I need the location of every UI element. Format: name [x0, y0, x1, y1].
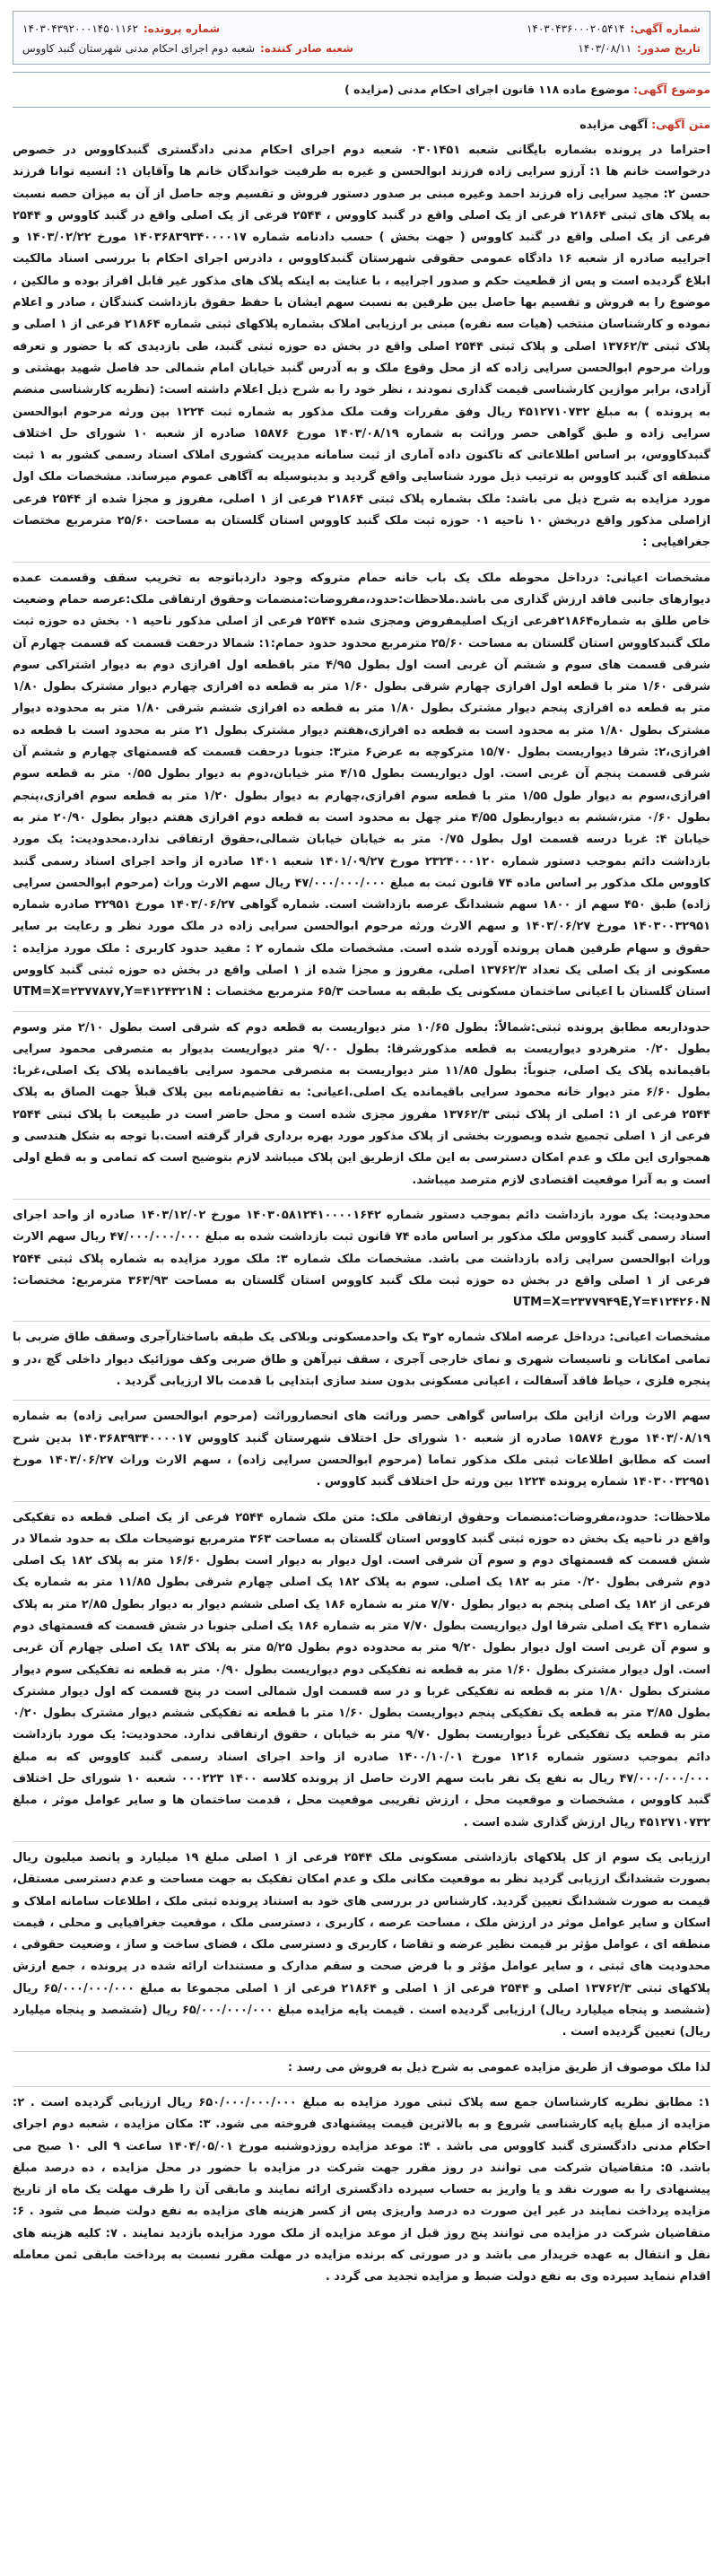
ad-body-heading	[13, 115, 710, 135]
paragraph-divider	[13, 2086, 710, 2087]
paragraph-property-3-structure: مشخصات اعیانی: درداخل عرصه املاک شماره ۲و۳ یک واحدمسکونی وبلاکی یک طبقه باساختارآجری وسقف طاق ضربی با تمامی امکانات و تاسیسات شهری و نمای خارجی آجری ، سقف تیرآهن و طاق ضربی وکف موزائیک دیوار داخلی گچ ،در و پنجره فلزی ، حیاط فاقد آسفالت ، اعیانی مسکونی بدون سند سازی ابتدایی با قدمت بالا ارزیابی گردید .	[13, 1331, 711, 1389]
issuing-unit	[22, 39, 353, 58]
paragraph-inheritance: سهم الارث وراث ازاین ملک براساس گواهی حصر وراثت های انحصاروراثت (مرحوم ابوالحسن سرایی زاده) به شماره ۱۴۰۳/۰۸/۱۹ مورخ ۱۵۸۷۶ صادره از شعبه ۱۰ شورای حل اختلاف شهرستان گنبد کاووس ۱۴۰۳۶۸۳۹۳۴۰۰۰۰۱۷ بدین شرح است که مطابق اطلاعات ثبتی ملک مذکور تماما (مرحوم ابوالحسن سرایی زاده) ، سهم الارث وراث ۱۴۰۳/۰۶/۲۷ مورخ ۱۴۰۳۰۰۳۲۹۵۱ شماره پرونده ۱۲۲۴ بین ورثه حل اختلاف گنبد کاووس .	[13, 1410, 710, 1489]
ad-subject-label: موضوع آگهی:	[633, 83, 710, 96]
ad-subject	[13, 80, 710, 100]
paragraph-divider	[13, 1011, 710, 1012]
paragraph-divider	[13, 1501, 710, 1502]
header-row-1	[22, 19, 701, 39]
registration-number	[22, 19, 220, 39]
paragraph-property-3-bounds: ملاحظات: حدود،مفروضات:منضمات وحقوق ارتفاقی ملک: متن ملک شماره ۲۵۴۴ فرعی از یک اصلی قطعه ده تفکیکی واقع در ناحیه یک بخش ده حوزه ثبتی گنبد کاووس استان گلستان به مساحت ۳۶۳ مترمربع توضیحات ملک به حدود شمالا در شش قسمت که قسمتهای دوم و سوم آن شرقی است. اول دیوار به دیوار است بطول ۱۶/۶۰ متر به پلاک ۱۸۲ یک اصلی دوم شرقی بطول ۰/۲۰ متر به ۱۸۲ یک اصلی. سوم به پلاک ۱۸۲ یک اصلی چهارم شرقی بطول ۱۱/۸۵ متر به شماره یک فرعی از ۱۸۲ یک اصلی پنجم به دیوار بطول ۷/۷۰ متر به شماره ۱۸۶ یک اصلی ششم دیوار به دیوار بطول ۲/۸۵ متر به پلاک شماره ۴۳۱ یک اصلی شرقا اول دیواریست بطول ۷/۷۰ متر به شماره ۱۸۶ یک اصلی جنوبا در شش قسمت که قسمتهای دوم و سوم آن غربی است اول دیوار بطول ۹/۲۰ متر به محدوده دوم بطول ۵/۲۵ متر به پلاک ۱۸۳ یک اصلی چهارم آن غربی است. اول دیوار مشترک بطول ۱/۶۰ متر به قطعه نه تفکیکی دوم دیواریست بطول ۰/۹۰ متر به قطعه نه تفکیکی سوم دیوار مشترک بطول ۱/۸۰ متر به قطعه نه تفکیکی غربا و در سه قسمت اول شمالی است در پنج قسمت که اول دیوار مشترک بطول ۳/۸۵ متر به قطعه یک تفکیکی پنجم دیواریست بطول ۱/۶۰ متر با قطعه نه تفکیکی ششم دیوار مشترک بطول ۰/۲۰ متر به قطعه یک تفکیکی غرباً دیواریست بطول ۹/۷۰ متر به خیابان ، حقوق ارتفاقی ندارد. محدودیت: یک مورد بازداشت دائم بموجب دستور شماره ۱۲۱۶ مورخ ۱۴۰۰/۱۰/۰۱ صادره از واحد اجرای اسناد رسمی گنبد کاووس که به مبلغ ۴۷/۰۰۰/۰۰۰/۰۰۰ ریال به نفع یک نفر بابت سهم الارث حاصل از پرونده کلاسه ۱۴۰۰ ۰۰۰۲۲۳ شعبه ۱۰ شورای حل اختلاف گنبد کاووس ، مشخصات و موقعیت محل ، ارزش تقریبی موقعیت محل ، قدمت ساختمان ها و سایر عوامل موثر ، مبلغ ۴۵۱۲۷۱۰۷۳۲ ریال ارزش گذاری شده است .	[13, 1510, 711, 1829]
paragraph-valuation: ارزیابی یک سوم از کل پلاکهای بازداشتی مسکونی ملک ۲۵۴۴ فرعی از ۱ اصلی مبلغ ۱۹ میلیارد و پانصد میلیون ریال بصورت ششدانگ ارزیابی گردید نظر به موقعیت مکانی ملک و عدم امکان تفکیک به جهت مساحت و عدم دسترسی مستقل، قیمت به صورت ششدانگ تعیین گردید. کارشناس در بررسی های خود به استناد پرونده ثبتی ملک ، اطلاعات سامانه املاک و اسکان و سایر عوامل موثر در ارزش ملک ، مساحت عرصه ، کاربری ، دسترسی ملک ، موقعیت جغرافیایی و محلی ، قیمت منطقه ای ، عوامل مؤثر بر قیمت نظیر عرضه و تقاضا ، کاربری و دسترسی ملک ، فضای ساخت و ساز ، وضعیت حقوقی ، محدودیت های ثبتی ، و سایر عوامل مؤثر و با فرض صحت و سقم مدارک و مستندات ارائه شده در پرونده ، جمع ارزش پلاکهای ثبتی ۱۳۷۶۲/۳ اصلی و ۲۵۴۴ فرعی از ۱ اصلی و ۲۱۸۶۴ فرعی از ۱ اصلی مجموعا به مبلغ ۶۵/۰۰۰/۰۰۰/۰۰۰ ریال (ششصد و پنجاه میلیارد ریال) ارزیابی گردیده است . قیمت پایه مزایده مبلغ ۶۵/۰۰۰/۰۰۰/۰۰۰ ریال (ششصد و پنجاه میلیارد ریال) تعیین گردیده است .	[13, 1850, 710, 2039]
paragraph-divider	[13, 1321, 710, 1322]
paragraph-divider	[13, 1841, 710, 1842]
paragraph-property-1: مشخصات اعیانی: درداخل محوطه ملک یک باب خانه حمام متروکه وجود داردباتوجه به تخریب سقف وقسمت عمده دیوارهای جانبی فاقد ارزش گذاری می باشد.ملاحظات:حدود،مفروضات:منضمات وحقوق ارتفاقی ملک:عرصه حمام وضعیت خاص طلق به شماره۲۱۸۶۴فرعی ازیک اصلیمفروض ومجزی شده ۲۵۴۴ فرعی از اصلی مذکور ناحیه ۰۱ بخش ده حوزه ثبت ملک گنبدکاووس استان گلستان به مساحت ۲۵/۶۰ مترمربع محدود حدود حمام:۱: شمالا درحفت قسمت که قسمت چهارم آن شرقی قسمت های سوم و ششم آن غربی است اول بطول ۴/۹۵ متر باقطعه اول افرازی دوم به دیوار اشتراکی سوم شرقی ۱/۶۰ متر با قطعه اول افرازی چهارم شرقی بطول ۱/۶۰ متر به قطعه ده افرازی چهارم دیوار مشترک بطول ۱/۸۰ متر به قطعه ده افرازی پنجم دیوار مشترک بطول ۱/۸۰ متر به قطعه ده افرازی ششم شرقی ۱/۸۰ متر به محدوده دیوار مشترک بطول ۱/۸۰ متر به محدود است به قطعه ده افرازی،هفتم دیوار مشترک بطول ۲۱ متر به محدود است با قطعه ده افرازی،۲: شرقا دیواریست بطول ۱۵/۷۰ مترکوچه به عرض۶ متر۳: جنوبا درحفت قسمت که قسمتهای چهارم و ششم آن شرقی قسمت پنجم آن غربی است. اول دیواریست بطول ۴/۱۵ متر خیابان،دوم به دیوار بطول ۰/۵۵ متر به قطعه سوم افرازی،سوم به دیوار طول ۱/۵۵ متر با قطعه سوم افرازی،چهارم به دیوار بطول ۱/۲۰ متر به قطعه سوم افرازی،پنجم بطول ۰/۶۰ متر،ششم به دیواربطول ۴/۵۵ متر چهل به محدود است به قطعه دوم افرازی هفتم دیوار بطول ۲۰/۹۰ متر به خیابان ۴: غربا درسه قسمت اول بطول ۰/۷۵ متر به خیابان خیابان شمالی،حقوق ارتفاقی ندارد.محدودیت: یک مورد بازداشت دائم بموجب دستور شماره ۲۳۲۴۰۰۰۱۲۰ مورخ ۱۴۰۱/۰۹/۲۷ شعبه ۱۴۰۱ صادره از واحد اجرای اسناد رسمی گنبد کاووس ملک مذکور بر اساس ماده ۷۴ قانون ثبت به مبلغ ۴۷/۰۰۰/۰۰۰/۰۰۰ ریال سهم الارث وراث (مرحوم ابوالحسن سرایی زاده) طبق ۴۵۰ سهم از ۱۸۰۰ سهم ششدانگ عرصه بازداشت است. شماره گواهی ۱۴۰۳/۰۶/۲۷ مورخ ۳۲۹۵۱ صادره شماره ۱۴۰۳۰۰۳۲۹۵۱ مورخ ۱۴۰۳/۰۶/۲۷ و سهم الارث ورثه مرحوم ابوالحسن سرایی زاده در ملک مورد نظر و رعایت بر سایر حقوق و سهام طرفین همان پرونده آورده شده است. مشخصات ملک شماره ۲ : مفید حدود کاربری : ملک مورد مزایده : مسکونی از یک اصلی یک تعداد ۱۳۷۶۲/۳ اصلی، مفروز و مجزا شده از ۱ اصلی واقع در بخش ده حوزه ثبتی گنبد کاووس استان گلستان با اعیانی ساختمان مسکونی یک طبقه به مساحت ۶۵/۳ مترمربع مختصات : UTM=X=۲۳۷۷۸۷۷,Y=۴۱۲۴۳۲۱N	[13, 571, 711, 1000]
registration-number-value: ۱۴۰۳۰۴۳۹۲۰۰۰۱۴۵۰۱۱۶۲	[22, 22, 138, 35]
document-page	[0, 11, 723, 2576]
registration-number-label: شماره پرونده:	[143, 22, 221, 35]
ad-number	[527, 19, 701, 39]
ad-subject-text: موضوع ماده ۱۱۸ قانون اجرای احکام مدنی (مزایده )	[344, 83, 631, 96]
ad-body-label: متن آگهی:	[651, 118, 710, 131]
paragraph-sale-notice: لذا ملک موصوف از طریق مزایده عمومی به شرح ذیل به فروش می رسد :	[287, 2060, 710, 2074]
issuing-unit-value: شعبه دوم اجرای احکام مدنی شهرستان گنبد کاووس	[22, 42, 256, 55]
paragraph-divider	[13, 1400, 710, 1401]
ad-header	[13, 11, 710, 65]
issuing-unit-label: شعبه صادر کننده:	[260, 42, 353, 55]
paragraph-divider	[13, 1199, 710, 1200]
ad-body-title: آگهی مزایده	[579, 118, 649, 131]
issue-date-label: تاریخ صدور:	[637, 42, 701, 55]
ad-number-label: شماره آگهی:	[630, 22, 701, 35]
paragraph-property-2-restrictions: محدودیت: یک مورد بازداشت دائم بموجب دستور شماره ۱۴۰۳۰۵۸۱۲۴۱۰۰۰۰۱۶۴۲ مورخ ۱۴۰۳/۱۲/۰۲ صادره از واحد اجرای اسناد رسمی گنبد کاووس ملک مذکور بر اساس ماده ۷۴ قانون ثبت بازداشت شده به مبلغ ۴۷/۰۰۰/۰۰۰/۰۰۰ ریال سهم الارث وراث ابوالحسن سرایی زاده بازداشت می باشد. مشخصات ملک شماره ۳: ملک مورد مزایده به شماره پلاک ثبتی ۲۵۴۴ فرعی از ۱ اصلی واقع در بخش ده حوزه ثبت ملک گنبد کاووس استان گلستان به مساحت ۳۶۳/۹۳ مترمربع: مختصات: UTM=X=۲۳۷۷۹۴۹E,Y=۴۱۲۴۲۶۰N	[13, 1208, 710, 1310]
header-row-2	[22, 39, 701, 58]
paragraph-divider	[13, 2051, 710, 2052]
paragraph-divider	[13, 562, 710, 563]
ad-number-value: ۱۴۰۳۰۴۳۶۰۰۰۲۰۵۴۱۴	[526, 22, 625, 35]
paragraph-auction-terms: ۱: مطابق نظریه کارشناسان جمع سه پلاک ثبتی مورد مزایده به مبلغ ۶۵۰/۰۰۰/۰۰۰/۰۰۰ ریال ارزیابی گردیده است . ۲: مزایده از مبلغ پایه کارشناسی شروع و به بالاترین قیمت پیشنهادی فروخته می شود. ۳: مکان مزایده ، شعبه دوم اجرای احکام مدنی دادگستری گنبد کاووس می باشد . ۴: موعد مزایده روزدوشنبه مورخ ۱۴۰۴/۰۵/۰۱ ساعت ۹ الی ۱۰ صبح می باشد. ۵: متقاضیان شرکت می توانند در روز مقرر جهت شرکت در مزایده با حضور در محل مزایده ، ده درصد مبلغ پیشنهادی را به صورت نقد و یا واریز به حساب سپرده دادگستری ارائه نمایند و مابقی آن را ظرف مهلت یک ماه از تاریخ مزایده پرداخت نمایند در غیر این صورت ده درصد واریزی پس از کسر هزینه های مزایده به نفع دولت ضبط می شود . ۶: متقاضیان شرکت در مزایده می توانند پنج روز قبل از موعد مزایده از ملک مورد مزایده بازدید نمایند . ۷: کلیه هزینه های نقل و انتقال به عهده خریدار می باشد و در صورتی که برنده مزایده در مهلت مقرر نسبت به پرداخت مابقی ثمن معامله اقدام ننماید سپرده وی به نفع دولت ضبط و مزایده تجدید می گردد .	[13, 2095, 711, 2284]
header-divider	[13, 72, 710, 73]
paragraph-property-2-bounds: حدوداربعه مطابق پرونده ثبتی:شمالاً: بطول ۱۰/۶۵ متر دیواریست به قطعه دوم که شرقی است بطول ۲/۱۰ متر وسوم بطول ۰/۲۰ مترهردو دیواریست به قطعه مذکورشرقا: بطول ۹/۰۰ متر دیواریست بدیوار به متصرفی محمود سرایی باقیمانده پلاک یک اصلی، جنوباً: بطول ۱۱/۸۵ متر دیواریست به متصرفی محمود سرایی باقیمانده پلاک یک اصلی،غربا: بطول ۶/۶۰ متر دیوار خانه محمود سرایی باقیمانده یک اصلی.اعیانی: به تقاضیم‌نامه بین پلاک قبلاً جهت الصاق به پلاک ۲۵۴۴ فرعی از ۱: اصلی از پلاک ثبتی ۱۳۷۶۲/۳ مفروز مجزی شده است و محل حاضر است در طبیعت با پلاک ثبتی ۲۵۴۴ فرعی از ۱ اصلی تجمیع شده وبصورت بخشی از پلاک مذکور مورد بهره برداری قرار گرفته است.با توجه به شکل هندسی و همجواری این ملک و عدم امکان دسترسی به این ملک ازطریق این پلاک میباشد لازم بتوضیح است که تمامی و به قطع اولی است و به آنرا موقعیت اقتصادی لازم مترصد میباشد.	[13, 1020, 710, 1187]
paragraph-intro: احتراما در پرونده بشماره بایگانی شعبه ۰۳۰۱۴۵۱ شعبه دوم اجرای احکام مدنی دادگستری گنبدکاووس در خصوص درخواست خانم ها ۱: آرزو سرایی زاده فرزند ابوالحسن و غیره به طرفیت خواندگان خانم ها وآقایان ۱: انسیه توانا فرزند حسن ۲: مجید سرایی زاه فرزند احمد وغیره مبنی بر صدور دستور فروش و تقسیم وجه حاصل از آن به میزان حصه نسبت به پلاک های ثبتی ۲۱۸۶۴ فرعی از یک اصلی واقع در گنبد کاووس ، ۲۵۴۴ فرعی از یک اصلی واقع در گنبد کاووس و ۲۵۴۴ فرعی از یک اصلی واقع در گنبد کاووس ( جهت بخش ) حسب دادنامه شماره ۱۴۰۳۶۸۳۹۳۴۰۰۰۰۱۷ مورخ ۱۴۰۳/۰۲/۲۲ و اجراییه صادره از شعبه ۱۶ دادگاه عمومی حقوقی شهرستان گنبدکاووس ، دادرس اجرای احکام با بررسی اسناد مالکیت ابلاغ گردیده است و پس از قطعیت حکم و صدور اجراییه ، با عنایت به اینکه پلاک های مذکور غیر قابل افراز بوده و مالکین ، موضوع را به فروش و تقسیم بها حاصل بین طرفین به نسبت سهم ایشان با حفظ حقوق بازداشت کنندگان ، صادر و اعلام نموده و کارشناسان منتخب (هیات سه نفره) مبنی بر ارزیابی املاک بشماره پلاکهای ثبتی شماره ۲۱۸۶۴ فرعی از ۱ اصلی و پلاک ثبتی ۱۳۷۶۲/۳ اصلی و پلاک ثبتی ۲۵۴۴ اصلی واقع در بخش ده حوزه ثبتی گنبد، طی بازدیدی که با حضور و تعرفه وراث مرحوم ابوالحسن سرایی زاده که از محل وقوع ملک و به آدرس گنبد خیابان امام شمالی حد فاصل شهید بهشتی و آزادی، برابر موازین کارشناسی قیمت گذاری نمودند ، نظر خود را به شرح ذیل اعلام داشته است: (نظریه کارشناسی منضم به پرونده ) به مبلغ ۴۵۱۲۷۱۰۷۳۲ ریال وفق مقررات وقت ملک مذکور به شماره ثبت ۱۲۲۴ بین ورثه مرحوم ابوالحسن سرایی زاده و طبق گواهی حصر وراثت به شماره ۱۴۰۳/۰۸/۱۹ مورخ ۱۵۸۷۶ صادره از شعبه ۱۰ شورای حل اختلاف گنبدکاووس، بر اساس اطلاعاتی که تاکنون داده آماری از ثبت سامانه مدیریت کشوری املاک اسناد رسمی کشور به ۱ ثبت منطقه ای گنبد کاووس به ترتیب ذیل مورد شناسایی واقع گردید و بدینوسیله به آگاهی عموم میرساند. مشخصات ملک اول مورد مزایده به شرح ذیل می باشد: ملک بشماره پلاک ثبتی ۲۱۸۶۴ فرعی از ۱ اصلی، مفروز و مجزا شده از ۲۵۴۴ فرعی ازاصلی مذکور واقع دربخش ۱۰ ناحیه ۰۱ حوزه ثبت ملک گنبد کاووس استان گلستان به مساحت ۲۵/۶۰ مترمربع مختصات جغرافیایی :	[13, 144, 711, 550]
subject-divider	[13, 107, 710, 108]
issue-date-value: ۱۴۰۳/۰۸/۱۱	[578, 42, 632, 55]
issue-date	[578, 39, 701, 58]
